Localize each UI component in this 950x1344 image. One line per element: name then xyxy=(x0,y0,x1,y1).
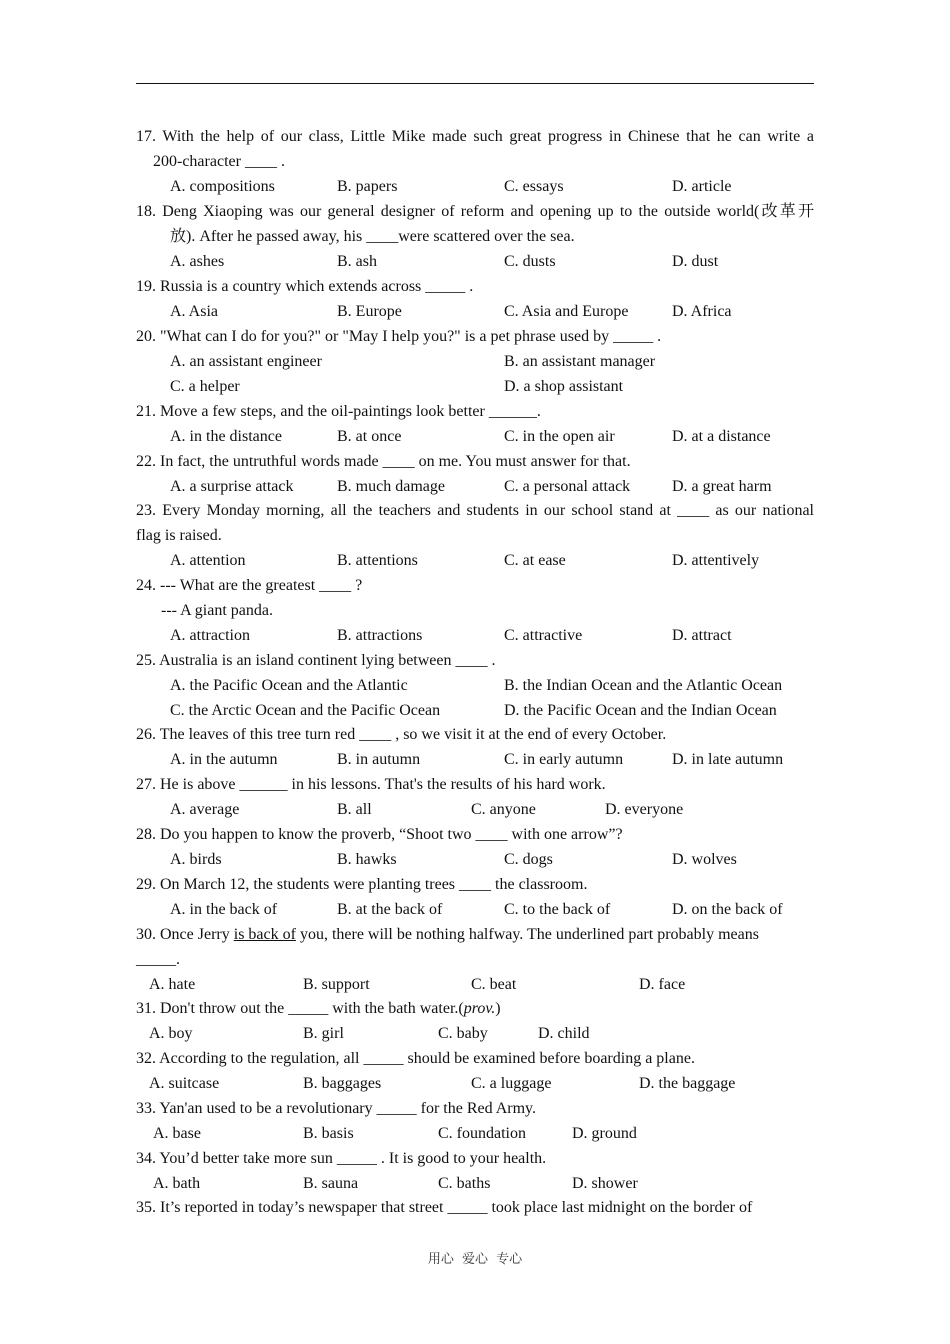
question-26-option-c: C. in early autumn xyxy=(504,751,624,768)
question-29-option-a: A. in the back of xyxy=(170,901,278,918)
question-30-option-d: D. face xyxy=(639,976,686,993)
question-33-text: 33. Yan'an used to be a revolutionary _____ for the Red Army. xyxy=(136,1100,536,1117)
question-33-option-b: B. basis xyxy=(303,1125,354,1142)
question-32-option-c: C. a luggage xyxy=(471,1075,552,1092)
question-19-option-b: B. Europe xyxy=(337,303,402,320)
question-17-option-a: A. compositions xyxy=(170,178,275,195)
question-24-text: 24. --- What are the greatest ____ ? xyxy=(136,577,363,594)
question-30-option-a: A. hate xyxy=(149,976,196,993)
question-21-option-a: A. in the distance xyxy=(170,428,282,445)
question-17-option-c: C. essays xyxy=(504,178,564,195)
question-26-option-d: D. in late autumn xyxy=(672,751,784,768)
question-22-option-d: D. a great harm xyxy=(672,478,772,495)
question-30-option-c: C. beat xyxy=(471,976,517,993)
question-30-text-start: 30. Once Jerry xyxy=(136,926,234,943)
question-20-option-d: D. a shop assistant xyxy=(504,378,624,395)
question-25-option-d: D. the Pacific Ocean and the Indian Ocean xyxy=(504,702,777,719)
question-29-option-c: C. to the back of xyxy=(504,901,611,918)
question-33-option-d: D. ground xyxy=(572,1125,637,1142)
question-19-text: 19. Russia is a country which extends across _____ . xyxy=(136,278,474,295)
question-32-text: 32. According to the regulation, all _____ should be examined before boarding a plane. xyxy=(136,1050,695,1067)
question-19-option-c: C. Asia and Europe xyxy=(504,303,629,320)
question-34-option-a: A. bath xyxy=(153,1175,201,1192)
question-32-option-d: D. the baggage xyxy=(639,1075,736,1092)
question-27-text: 27. He is above ______ in his lessons. That's the results of his hard work. xyxy=(136,776,606,793)
question-18-option-c: C. dusts xyxy=(504,253,556,270)
question-18-option-b: B. ash xyxy=(337,253,377,270)
question-27-option-d: D. everyone xyxy=(605,801,684,818)
question-20-text: 20. "What can I do for you?" or "May I help you?" is a pet phrase used by _____ . xyxy=(136,328,662,345)
question-24-answer-line: --- A giant panda. xyxy=(161,602,273,619)
question-27-option-c: C. anyone xyxy=(471,801,536,818)
question-28-option-a: A. birds xyxy=(170,851,222,868)
question-18-option-d: D. dust xyxy=(672,253,719,270)
question-30-option-b: B. support xyxy=(303,976,370,993)
question-33-option-a: A. base xyxy=(153,1125,201,1142)
question-25-option-a: A. the Pacific Ocean and the Atlantic xyxy=(170,677,408,694)
question-17-text-cont: 200-character ____ . xyxy=(153,153,285,170)
question-17-option-d: D. article xyxy=(672,178,732,195)
question-24-option-c: C. attractive xyxy=(504,627,583,644)
question-30-underlined-part: is back of xyxy=(233,926,296,943)
question-18-option-a: A. ashes xyxy=(170,253,225,270)
question-33-option-c: C. foundation xyxy=(438,1125,526,1142)
question-31-option-b: B. girl xyxy=(303,1025,344,1042)
question-24-option-d: D. attract xyxy=(672,627,732,644)
question-22-text: 22. In fact, the untruthful words made ____ on me. You must answer for that. xyxy=(136,453,631,470)
question-30-text-cont: _____. xyxy=(136,951,180,968)
question-31-option-d: D. child xyxy=(538,1025,590,1042)
question-34-text: 34. You’d better take more sun _____ . It is good to your health. xyxy=(136,1150,547,1167)
question-22-option-c: C. a personal attack xyxy=(504,478,631,495)
question-26-text: 26. The leaves of this tree turn red ____ , so we visit it at the end of every October. xyxy=(136,726,667,743)
question-26-option-b: B. in autumn xyxy=(337,751,421,768)
question-18-text: 18. Deng Xiaoping was our general designer of reform and opening up to the outside world(改革开 xyxy=(136,203,814,220)
question-17-option-b: B. papers xyxy=(337,178,398,195)
question-31-option-a: A. boy xyxy=(149,1025,193,1042)
question-25-text: 25. Australia is an island continent lying between ____ . xyxy=(136,652,496,669)
header-rule xyxy=(136,83,814,84)
question-22-option-a: A. a surprise attack xyxy=(170,478,294,495)
question-28-option-b: B. hawks xyxy=(337,851,397,868)
question-23-option-a: A. attention xyxy=(170,552,246,569)
question-18-text-cont: 放). After he passed away, his ____were scattered over the sea. xyxy=(170,228,575,245)
question-21-option-b: B. at once xyxy=(337,428,402,445)
question-22-option-b: B. much damage xyxy=(337,478,445,495)
question-24-option-a: A. attraction xyxy=(170,627,250,644)
question-25-option-c: C. the Arctic Ocean and the Pacific Ocean xyxy=(170,702,441,719)
question-19-option-d: D. Africa xyxy=(672,303,732,320)
question-31-text xyxy=(136,996,501,1021)
question-25-option-b: B. the Indian Ocean and the Atlantic Ocean xyxy=(504,677,783,694)
question-20-option-a: A. an assistant engineer xyxy=(170,353,322,370)
question-23-text-cont: flag is raised. xyxy=(136,527,222,544)
question-31-option-c: C. baby xyxy=(438,1025,488,1042)
question-17-text: 17. With the help of our class, Little Mike made such great progress in Chinese that he can write a xyxy=(136,128,814,145)
question-34-option-c: C. baths xyxy=(438,1175,491,1192)
question-23-option-c: C. at ease xyxy=(504,552,566,569)
question-34-option-b: B. sauna xyxy=(303,1175,359,1192)
question-35-text: 35. It’s reported in today’s newspaper that street _____ took place last midnight on the border of xyxy=(136,1199,753,1216)
question-30-text xyxy=(136,922,759,947)
question-32-option-a: A. suitcase xyxy=(149,1075,220,1092)
question-19-option-a: A. Asia xyxy=(170,303,218,320)
question-28-option-c: C. dogs xyxy=(504,851,553,868)
question-28-text: 28. Do you happen to know the proverb, “Shoot two ____ with one arrow”? xyxy=(136,826,623,843)
question-20-option-b: B. an assistant manager xyxy=(504,353,656,370)
question-21-option-c: C. in the open air xyxy=(504,428,615,445)
question-29-option-b: B. at the back of xyxy=(337,901,443,918)
question-28-option-d: D. wolves xyxy=(672,851,737,868)
question-26-option-a: A. in the autumn xyxy=(170,751,278,768)
question-32-option-b: B. baggages xyxy=(303,1075,382,1092)
question-23-text: 23. Every Monday morning, all the teachers and students in our school stand at ____ as our national xyxy=(136,502,814,519)
question-21-option-d: D. at a distance xyxy=(672,428,771,445)
question-29-option-d: D. on the back of xyxy=(672,901,783,918)
question-20-option-c: C. a helper xyxy=(170,378,240,395)
question-27-option-b: B. all xyxy=(337,801,372,818)
question-31-text-end: ) xyxy=(495,1000,501,1017)
question-23-option-b: B. attentions xyxy=(337,552,418,569)
page-footer: 用心 爱心 专心 xyxy=(427,1252,523,1267)
question-31-prov-abbrev: prov. xyxy=(463,1000,496,1017)
question-21-text: 21. Move a few steps, and the oil-paintings look better ______. xyxy=(136,403,541,420)
question-29-text: 29. On March 12, the students were planting trees ____ the classroom. xyxy=(136,876,588,893)
question-24-option-b: B. attractions xyxy=(337,627,423,644)
question-30-text-end: you, there will be nothing halfway. The underlined part probably means xyxy=(295,926,759,943)
question-23-option-d: D. attentively xyxy=(672,552,760,569)
question-34-option-d: D. shower xyxy=(572,1175,638,1192)
question-27-option-a: A. average xyxy=(170,801,240,818)
question-31-text-start: 31. Don't throw out the _____ with the bath water.( xyxy=(136,1000,464,1017)
